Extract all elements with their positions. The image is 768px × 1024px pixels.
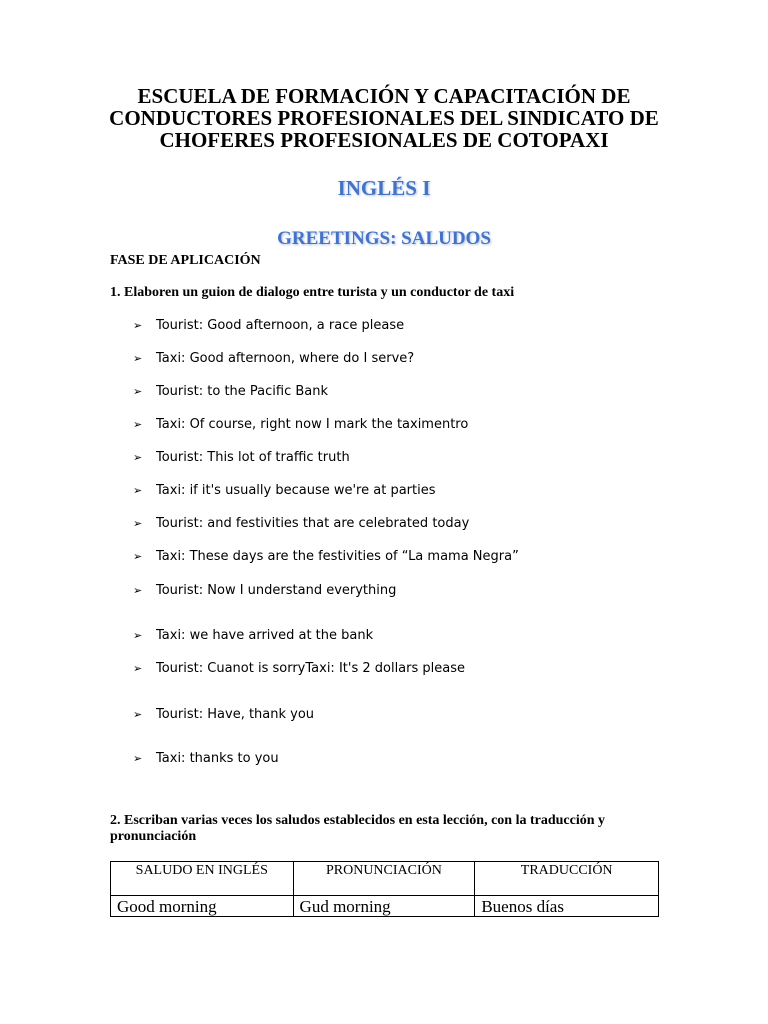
dialog-text: Taxi: we have arrived at the bank <box>156 628 374 643</box>
question-1: 1. Elaboren un guion de dialogo entre turista y un conductor de taxi <box>110 285 515 300</box>
dialog-line <box>133 318 404 334</box>
arrow-bullet-icon: ➢ <box>133 418 143 431</box>
arrow-bullet-icon: ➢ <box>133 752 143 765</box>
dialog-text: Tourist: This lot of traffic truth <box>156 450 350 465</box>
dialog-line <box>133 583 396 599</box>
dialog-line <box>133 549 519 565</box>
course-title: INGLÉS I <box>337 176 431 200</box>
dialog-line <box>133 450 350 466</box>
dialog-line <box>133 628 373 644</box>
cell-pronunciation: Gud morning <box>293 896 475 917</box>
table-row <box>111 896 659 917</box>
arrow-bullet-icon: ➢ <box>133 584 143 597</box>
arrow-bullet-icon: ➢ <box>133 550 143 563</box>
dialog-line <box>133 751 279 767</box>
arrow-bullet-icon: ➢ <box>133 517 143 530</box>
dialog-text: Taxi: Of course, right now I mark the taximentro <box>156 417 469 432</box>
school-title: ESCUELA DE FORMACIÓN Y CAPACITACIÓN DE CONDUCTORES PROFESIONALES DEL SINDICATO DE CHOFERES PROFESIONALES DE COTOPAXI <box>109 84 659 152</box>
dialog-text: Tourist: and festivities that are celebrated today <box>156 516 470 531</box>
header-saludo: SALUDO EN INGLÉS <box>111 862 294 896</box>
arrow-bullet-icon: ➢ <box>133 484 143 497</box>
dialog-text: Tourist: Good afternoon, a race please <box>156 318 405 333</box>
dialog-text: Tourist: to the Pacific Bank <box>156 384 329 399</box>
question-2: 2. Escriban varias veces los saludos establecidos en esta lección, con la traducción y pronunciación <box>110 813 606 844</box>
dialog-text: Tourist: Now I understand everything <box>156 583 397 598</box>
dialog-line <box>133 707 314 723</box>
dialog-text: Taxi: if it's usually because we're at parties <box>156 483 436 498</box>
header-pronunciacion: PRONUNCIACIÓN <box>293 862 475 896</box>
dialog-line <box>133 516 469 532</box>
dialog-line <box>133 661 465 677</box>
arrow-bullet-icon: ➢ <box>133 352 143 365</box>
dialog-line <box>133 351 414 367</box>
dialog-line <box>133 384 328 400</box>
lesson-title: GREETINGS: SALUDOS <box>277 228 491 249</box>
header-traduccion: TRADUCCIÓN <box>475 862 659 896</box>
dialog-text: Taxi: thanks to you <box>156 751 279 766</box>
phase-label: FASE DE APLICACIÓN <box>110 253 261 268</box>
arrow-bullet-icon: ➢ <box>133 708 143 721</box>
cell-greeting: Good morning <box>111 896 294 917</box>
table-header-row <box>111 862 659 896</box>
dialog-text: Tourist: Cuanot is sorryTaxi: It's 2 dollars please <box>156 661 465 676</box>
cell-translation: Buenos días <box>475 896 659 917</box>
arrow-bullet-icon: ➢ <box>133 319 143 332</box>
dialog-text: Taxi: These days are the festivities of “La mama Negra” <box>156 549 519 564</box>
greetings-table <box>110 861 659 917</box>
arrow-bullet-icon: ➢ <box>133 451 143 464</box>
dialog-text: Tourist: Have, thank you <box>156 707 315 722</box>
arrow-bullet-icon: ➢ <box>133 385 143 398</box>
dialog-line <box>133 417 468 433</box>
arrow-bullet-icon: ➢ <box>133 629 143 642</box>
arrow-bullet-icon: ➢ <box>133 662 143 675</box>
dialog-line <box>133 483 436 499</box>
dialog-text: Taxi: Good afternoon, where do I serve? <box>156 351 415 366</box>
